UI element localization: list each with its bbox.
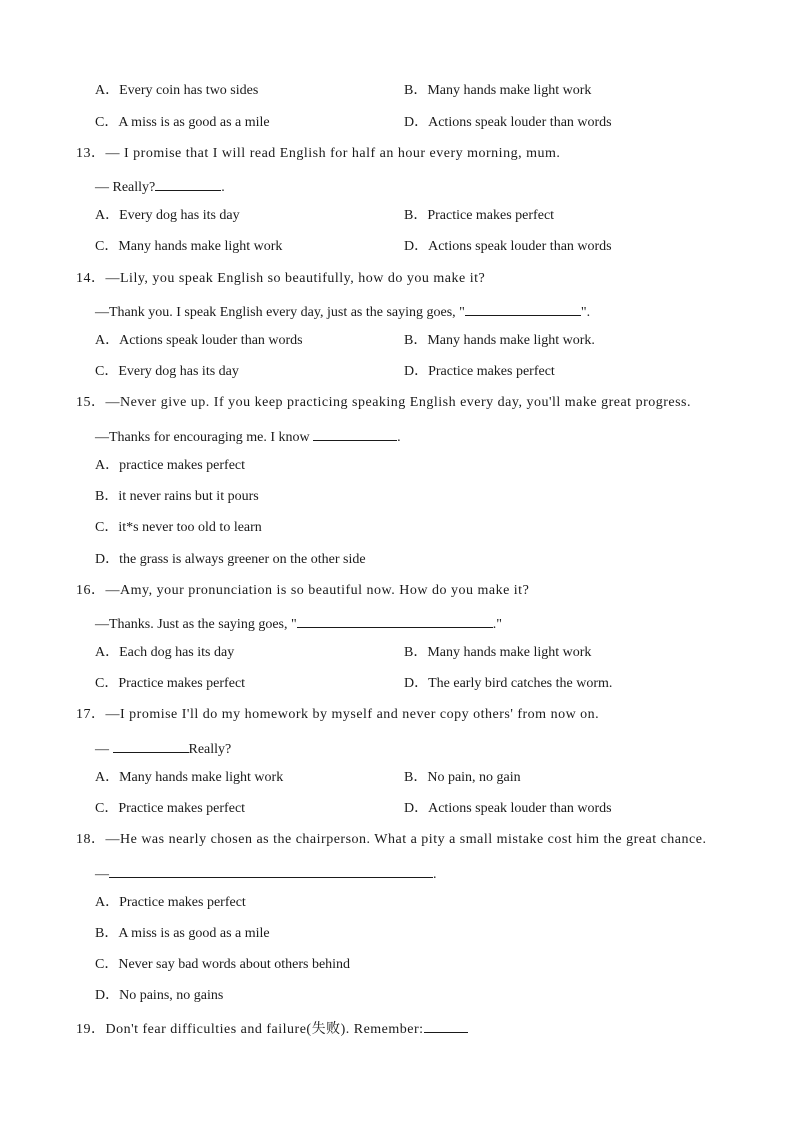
q17-answer-blank[interactable]	[113, 738, 189, 753]
q14-option-a: A．Actions speak louder than words	[95, 333, 303, 348]
q13-answer-blank[interactable]	[155, 176, 221, 191]
q14-option-b: B．Many hands make light work.	[404, 333, 595, 348]
q13-response-line	[95, 176, 225, 194]
q18-response-end: .	[433, 867, 437, 882]
q16-option-a: A．Each dog has its day	[95, 645, 235, 660]
q18-stem: 18．—He was nearly chosen as the chairperson. What a pity a small mistake cost him the great chance.	[76, 832, 707, 847]
q13-option-c: C．Many hands make light work	[95, 239, 283, 254]
q16-answer-blank[interactable]	[297, 613, 493, 628]
q17-option-a: A．Many hands make light work	[95, 770, 284, 785]
q15-option-d: D．the grass is always greener on the other side	[95, 552, 366, 567]
q15-response-line	[95, 426, 401, 444]
q17-response-text: —	[95, 742, 113, 757]
q14-response-end: ".	[580, 305, 591, 320]
q15-response-text: —Thanks for encouraging me. I know	[95, 430, 314, 445]
q15-option-a: A．practice makes perfect	[95, 458, 246, 473]
q19-stem: 19．Don't fear difficulties and failure(失败). Remember:	[76, 1022, 424, 1037]
q14-options-row-1	[95, 332, 745, 350]
q17-response-end: Really?	[188, 742, 232, 757]
q12-options-row-2	[95, 114, 745, 132]
q15-option-c: C．it*s never too old to learn	[95, 520, 262, 535]
q16-response-text: —Thanks. Just as the saying goes, "	[95, 617, 297, 632]
q14-response-line	[95, 301, 590, 319]
q17-stem: 17．—I promise I'll do my homework by myself and never copy others' from now on.	[76, 707, 600, 722]
q17-options-row-2	[95, 800, 745, 818]
q18-response-line	[95, 863, 437, 881]
q13-stem: 13．— I promise that I will read English for half an hour every morning, mum.	[76, 146, 561, 161]
q18-option-a: A．Practice makes perfect	[95, 895, 246, 910]
q18-option-d: D．No pains, no gains	[95, 988, 224, 1003]
q18-response-text: —	[95, 867, 109, 882]
q15-response-end: .	[397, 430, 401, 445]
q16-response-line	[95, 613, 502, 631]
q16-stem: 16．—Amy, your pronunciation is so beautiful now. How do you make it?	[76, 583, 530, 598]
q15-option-b: B．it never rains but it pours	[95, 489, 259, 504]
q17-option-c: C．Practice makes perfect	[95, 801, 246, 816]
q17-option-d: D．Actions speak louder than words	[404, 801, 612, 816]
q13-response-end: .	[221, 180, 225, 195]
q12-options-row-1	[95, 82, 745, 100]
q15-stem: 15．—Never give up. If you keep practicing speaking English every day, you'll make great progress.	[76, 395, 692, 410]
q16-options-row-2	[95, 675, 745, 693]
q13-options-row-2	[95, 238, 745, 256]
q16-options-row-1	[95, 644, 745, 662]
q16-response-end: ."	[492, 617, 502, 632]
q18-option-c: C．Never say bad words about others behind	[95, 957, 351, 972]
q16-option-b: B．Many hands make light work	[404, 645, 592, 660]
q13-options-row-1	[95, 207, 745, 225]
q14-option-d: D．Practice makes perfect	[404, 364, 555, 379]
q14-response-text: —Thank you. I speak English every day, just as the saying goes, "	[95, 305, 465, 320]
q12-option-b: B．Many hands make light work	[404, 83, 592, 98]
q14-option-c: C．Every dog has its day	[95, 364, 239, 379]
q14-options-row-2	[95, 363, 745, 381]
q19-answer-blank[interactable]	[424, 1018, 468, 1033]
q12-option-c: C．A miss is as good as a mile	[95, 115, 270, 130]
q18-option-b: B．A miss is as good as a mile	[95, 926, 270, 941]
q12-option-d: D．Actions speak louder than words	[404, 115, 612, 130]
q16-option-d: D．The early bird catches the worm.	[404, 676, 613, 691]
q17-option-b: B．No pain, no gain	[404, 770, 521, 785]
q13-option-d: D．Actions speak louder than words	[404, 239, 612, 254]
q13-option-b: B．Practice makes perfect	[404, 208, 555, 223]
q15-answer-blank[interactable]	[313, 426, 397, 441]
q13-option-a: A．Every dog has its day	[95, 208, 240, 223]
q18-answer-blank[interactable]	[109, 863, 433, 878]
q19-line	[76, 1018, 468, 1036]
q12-option-a: A．Every coin has two sides	[95, 83, 259, 98]
q14-answer-blank[interactable]	[465, 301, 581, 316]
q17-response-line	[95, 738, 231, 756]
q17-options-row-1	[95, 769, 745, 787]
q13-response-text: — Really?	[95, 180, 156, 195]
q16-option-c: C．Practice makes perfect	[95, 676, 246, 691]
q14-stem: 14．—Lily, you speak English so beautifully, how do you make it?	[76, 271, 486, 286]
